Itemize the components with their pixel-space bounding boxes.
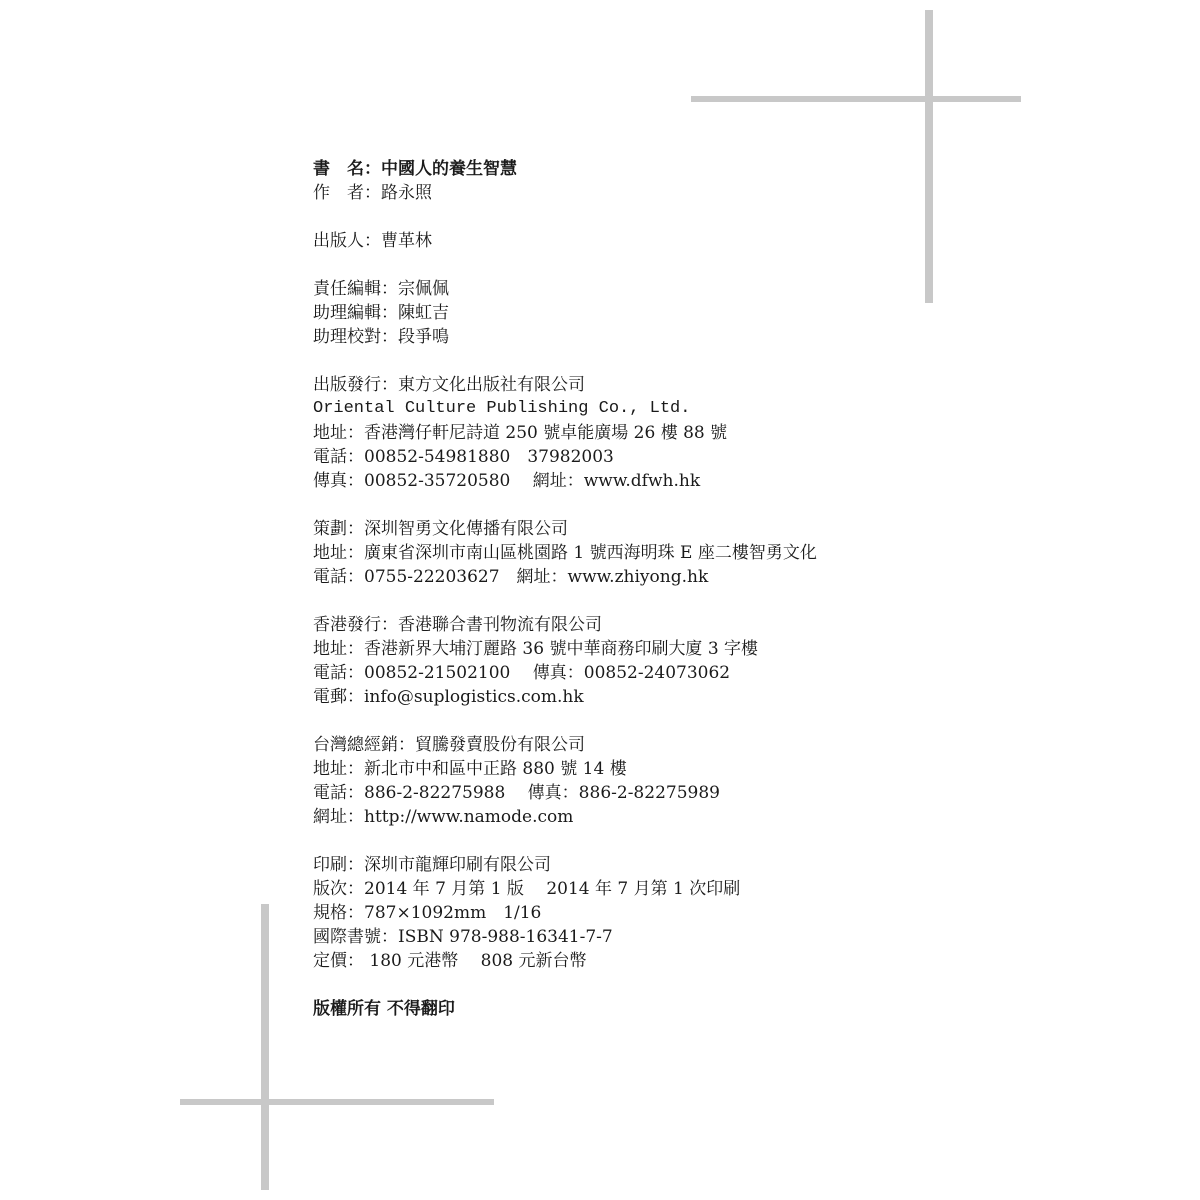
spacer	[313, 589, 953, 613]
decorative-rule-horizontal-bottom	[180, 1099, 494, 1105]
spacer	[313, 829, 953, 853]
hk-email-line: 電郵：info@suplogistics.com.hk	[313, 687, 584, 707]
planning-address-line: 地址：廣東省深圳市南山區桃園路 1 號西海明珠 E 座二樓智勇文化	[313, 543, 817, 563]
spacer	[313, 253, 953, 277]
edition-line: 版次：2014 年 7 月第 1 版 2014 年 7 月第 1 次印刷	[313, 879, 741, 899]
planning-phone-web-line: 電話：0755-22203627 網址：www.zhiyong.hk	[313, 567, 709, 587]
taiwan-distribution-line: 台灣總經銷：貿騰發賣股份有限公司	[313, 735, 585, 755]
colophon-block	[313, 157, 953, 1021]
publisher-fax-web-line: 傳真：00852-35720580 網址：www.dfwh.hk	[313, 471, 701, 491]
taiwan-web-line: 網址：http://www.namode.com	[313, 807, 574, 827]
hk-address-line: 地址：香港新界大埔汀麗路 36 號中華商務印刷大廈 3 字樓	[313, 639, 759, 659]
spacer	[313, 973, 953, 997]
planning-line: 策劃：深圳智勇文化傳播有限公司	[313, 519, 568, 539]
decorative-rule-vertical-bottom	[261, 904, 269, 1190]
book-title-line: 書 名：中國人的養生智慧	[313, 159, 517, 179]
price-line: 定價： 180 元港幣 808 元新台幣	[313, 951, 587, 971]
hk-phone-fax-line: 電話：00852-21502100 傳真：00852-24073062	[313, 663, 731, 683]
assistant-editor-line: 助理編輯：陳虹吉	[313, 303, 449, 323]
format-line: 規格：787×1092mm 1/16	[313, 903, 542, 923]
copyright-notice: 版權所有 不得翻印	[313, 999, 455, 1019]
taiwan-phone-fax-line: 電話：886-2-82275988 傳真：886-2-82275989	[313, 783, 720, 803]
publisher-phone-line: 電話：00852-54981880 37982003	[313, 447, 614, 467]
publisher-address-line: 地址：香港灣仔軒尼詩道 250 號卓能廣場 26 樓 88 號	[313, 423, 728, 443]
spacer	[313, 205, 953, 229]
taiwan-address-line: 地址：新北市中和區中正路 880 號 14 樓	[313, 759, 627, 779]
printer-line: 印刷：深圳市龍輝印刷有限公司	[313, 855, 551, 875]
decorative-rule-horizontal-top	[691, 96, 1021, 102]
responsible-editor-line: 責任編輯：宗佩佩	[313, 279, 449, 299]
publishing-distribution-line: 出版發行：東方文化出版社有限公司	[313, 375, 585, 395]
spacer	[313, 493, 953, 517]
assistant-proofreader-line: 助理校對：段爭鳴	[313, 327, 449, 347]
publisher-person-line: 出版人：曹革林	[313, 231, 432, 251]
publisher-english-name: Oriental Culture Publishing Co., Ltd.	[313, 399, 691, 418]
isbn-line: 國際書號：ISBN 978-988-16341-7-7	[313, 927, 613, 947]
spacer	[313, 349, 953, 373]
hk-distribution-line: 香港發行：香港聯合書刊物流有限公司	[313, 615, 602, 635]
author-line: 作 者：路永照	[313, 183, 432, 203]
spacer	[313, 709, 953, 733]
